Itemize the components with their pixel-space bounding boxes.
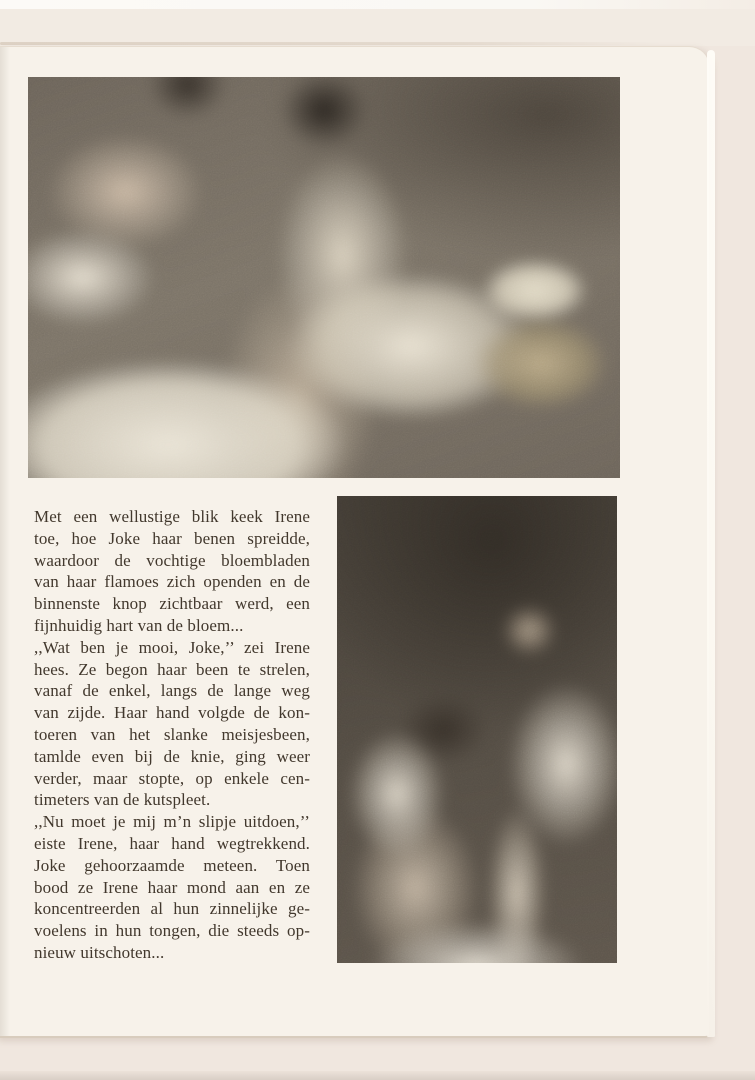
text-line: waardoor de vochtige bloembladen xyxy=(34,550,310,570)
text-line: hees. Ze begon haar been te strelen, xyxy=(34,659,310,679)
scan-upper-margin xyxy=(0,9,755,46)
text-line: van haar flamoes zich openden en de xyxy=(34,572,310,592)
underlying-page-edge xyxy=(0,0,755,9)
binding-shadow xyxy=(0,47,10,1036)
paragraph xyxy=(34,811,310,964)
text-line: ,,Wat ben je mooi, Joke,’’ zei Irene xyxy=(34,637,310,657)
text-line: toeren van het slanke meisjesbeen, xyxy=(34,724,310,744)
text-line: tamlde even bij de knie, ging weer xyxy=(34,746,310,766)
page-right-edge xyxy=(707,50,715,1037)
text-line: eiste Irene, haar hand wegtrekkend. xyxy=(34,833,310,853)
text-line: vanaf de enkel, langs de lange weg xyxy=(34,681,310,701)
text-line: koncentreerden al hun zinnelijke ge- xyxy=(34,899,310,919)
body-text xyxy=(34,506,310,964)
text-line: toe, hoe Joke haar benen spreidde, xyxy=(34,528,310,548)
text-line: Joke gehoorzaamde meteen. Toen xyxy=(34,855,310,875)
text-line: nieuw uitschoten... xyxy=(34,942,165,962)
text-line: bood ze Irene haar mond aan en ze xyxy=(34,877,310,897)
paragraph xyxy=(34,506,310,637)
text-line: verder, maar stopte, op enkele cen- xyxy=(34,768,310,788)
photo-grain-texture xyxy=(28,77,620,478)
text-line: van zijde. Haar hand volgde de kon- xyxy=(34,703,310,723)
text-line: Met een wellustige blik keek Irene xyxy=(34,507,310,526)
text-line: ,,Nu moet je mij m’n slipje uitdoen,’’ xyxy=(34,812,310,832)
paragraph xyxy=(34,637,310,811)
photo-grain-texture xyxy=(337,496,617,963)
text-line: voelens in hun tongen, die steeds op- xyxy=(34,921,310,941)
photo-bottom xyxy=(337,496,617,963)
page-top-crease xyxy=(0,42,660,45)
scan-bottom-edge xyxy=(0,1071,755,1080)
text-line: timeters van de kutspleet. xyxy=(34,790,211,810)
magazine-page xyxy=(0,46,709,1038)
text-line: fijnhuidig hart van de bloem... xyxy=(34,615,244,635)
photo-top xyxy=(28,77,620,478)
text-line: binnenste knop zichtbaar werd, een xyxy=(34,594,310,614)
